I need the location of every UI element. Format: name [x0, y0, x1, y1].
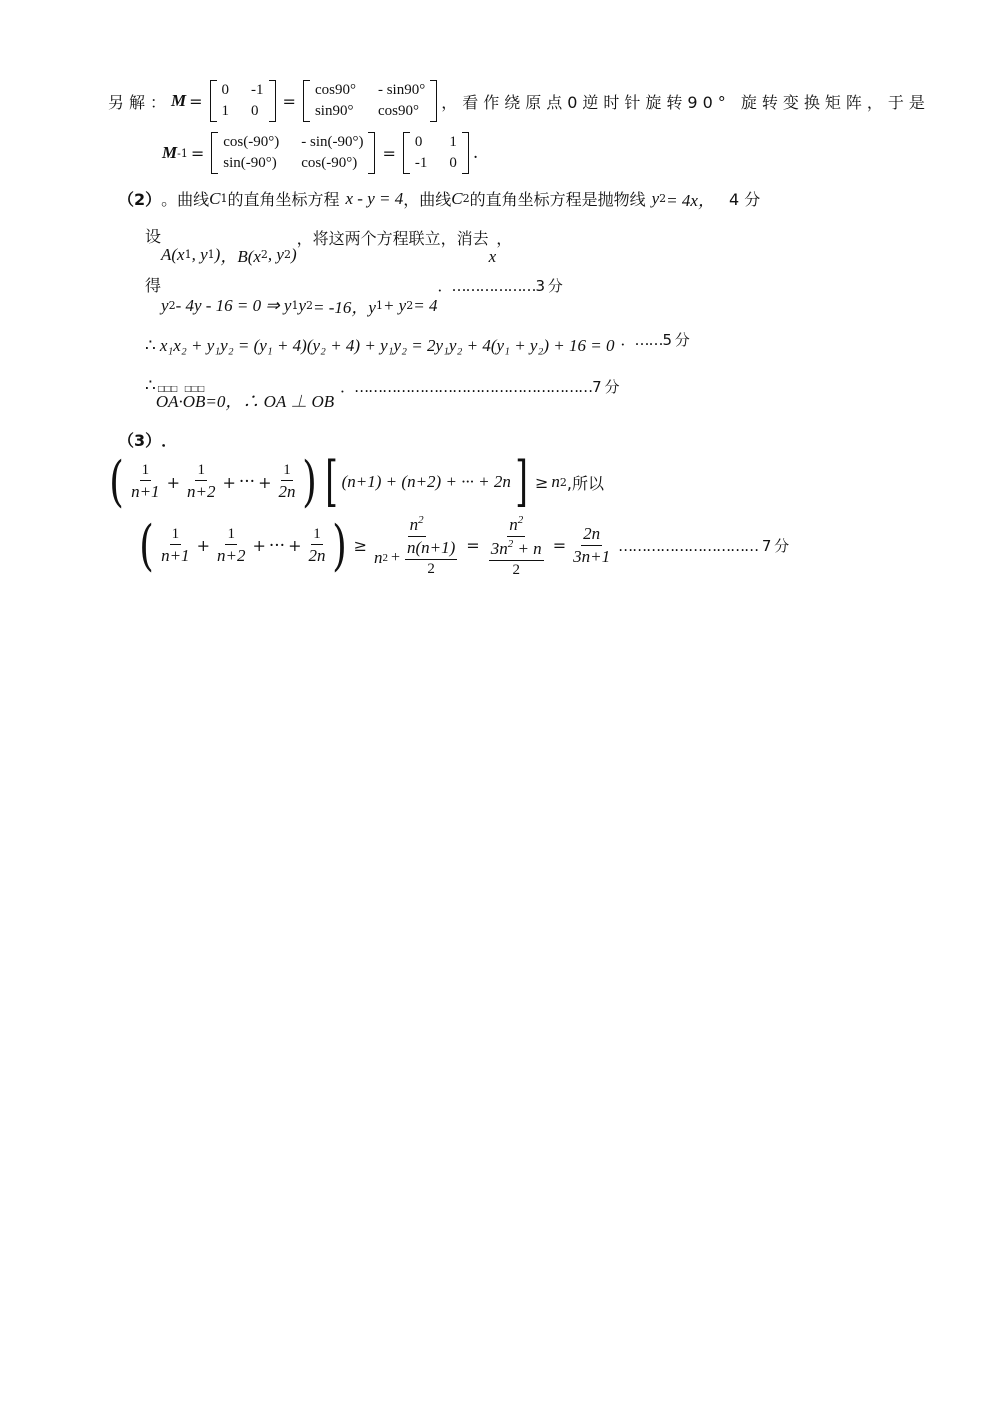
- alt-solution-line: [108, 80, 930, 122]
- result-fraction: $\frac{2n}{3n+1}$: [573, 524, 611, 566]
- equals-sign: =: [282, 91, 296, 111]
- inverse-rotation-matrix: [211, 132, 375, 174]
- point-a-y: , y: [191, 244, 208, 264]
- equals-sign: =: [382, 143, 396, 163]
- fraction-complex: $n^2$ n 2 + $\frac{n(n+1)}{2}$: [373, 514, 456, 577]
- matrix-cell: -1: [414, 155, 428, 171]
- matrix-m: [210, 80, 276, 122]
- subscript: 1: [220, 192, 228, 205]
- part-3-line: [118, 428, 177, 451]
- matrix-cell: 0: [251, 103, 259, 119]
- fraction: $\frac{1}{n+1}$: [131, 462, 160, 501]
- equation: + y: [382, 295, 407, 315]
- ge-sign: ≥: [353, 536, 367, 555]
- equals-sign: =: [552, 536, 567, 555]
- superscript: 2: [559, 475, 567, 489]
- score-label: 4 分: [728, 190, 761, 209]
- therefore-symbol: ∴: [145, 376, 156, 396]
- fraction: $\frac{1}{2n}$: [308, 525, 326, 565]
- matrix-cell: cos(-90°): [223, 134, 280, 150]
- ge-sign: ≥: [534, 472, 549, 492]
- fraction: $\frac{1}{n+1}$: [161, 525, 190, 565]
- point-b-y: , y: [267, 244, 284, 264]
- text: ，: [496, 229, 513, 248]
- alt-tail-text: ，看作绕原点0逆时针旋转90° 旋转变换矩阵，于是: [441, 92, 930, 112]
- text: ，曲线: [403, 190, 452, 209]
- score-dots: ．………………3 分: [437, 277, 562, 295]
- equation: = 4: [413, 295, 438, 315]
- matrix-cell: 1: [449, 134, 457, 150]
- matrix-m-symbol: M: [171, 91, 187, 110]
- curve-symbol: C: [451, 188, 463, 208]
- var-y: y: [651, 188, 660, 208]
- matrix-cell: 0: [221, 82, 230, 98]
- dot-operator: ·: [178, 392, 183, 411]
- var-x: x: [488, 246, 497, 266]
- inverse-exponent: -1: [177, 146, 188, 160]
- matrix-cell: cos90°: [377, 103, 419, 119]
- inequality-line-2: ( $\frac{1}{n+1}$ + $\frac{1}{n+2}$ + ··· + $\frac{1}{2n}$ ) ≥ $n^2$ n 2 + $\frac{n(n+1)}{2}$ = $\frac{n^2}{\frac{3n^2 + n}{2}}$ = $\frac{2n}{3n+1}$ ………………………… 7 分: [139, 513, 789, 578]
- period: ．: [161, 431, 178, 450]
- therefore-line-2: [145, 376, 618, 412]
- matrix-cell: sin90°: [314, 103, 354, 119]
- equation: - 4y - 16 = 0 ⇒ y: [175, 295, 292, 315]
- therefore-line-1: [145, 330, 689, 356]
- fraction-complex: $\frac{n^2}{\frac{3n^2 + n}{2}}$: [490, 514, 542, 578]
- inverse-matrix-line: [162, 132, 478, 174]
- matrix-cell: sin(-90°): [223, 155, 277, 171]
- fraction: $\frac{1}{2n}$: [278, 462, 296, 501]
- derive-line: 得 y 2 - 4y - 16 = 0 ⇒ y 1 y 2 = -16，y 1 + y 2 = 4 ．………………3 分: [145, 273, 562, 318]
- part-3-number: （3）: [118, 431, 162, 450]
- fraction: $\frac{1}{n+2}$: [216, 525, 246, 565]
- text: ，将这两个方程联立，消去: [296, 229, 489, 248]
- matrix-cell: 1: [221, 103, 230, 119]
- text: ,所以: [566, 473, 604, 493]
- point-b: ，B(x: [220, 247, 261, 266]
- period: .: [472, 143, 479, 163]
- point-a: A(x: [161, 244, 185, 264]
- var-n: n: [551, 472, 560, 491]
- perpendicular-conclusion: ，∴ OA ⊥ OB: [225, 392, 335, 411]
- dot-product-expression: x₁x₂ + y₁y₂ = (y₁ + 4)(y₂ + 4) + y₁y₂ = 2y₁y₂ + 4(y₁ + y₂) + 16 = 0: [159, 336, 615, 355]
- equation-c1: x - y = 4: [345, 188, 404, 208]
- equation: =0: [205, 392, 226, 411]
- sum-expression: (n+1) + (n+2) + ··· + 2n: [341, 472, 511, 491]
- matrix-cell: - sin(-90°): [301, 134, 364, 150]
- fraction: $\frac{1}{n+2}$: [186, 462, 216, 501]
- text: 。曲线: [161, 190, 210, 209]
- equals-sign: =: [190, 143, 205, 163]
- matrix-m-inverse-symbol: M: [162, 143, 178, 162]
- set-points-line: 设 A(x 1 , y 1 ) ，B(x 2 , y 2 ) ，将这两个方程联立，消去 x ，: [145, 224, 512, 267]
- inverse-result-matrix: [403, 132, 469, 174]
- score-dots: ．……………………………………………7 分: [340, 378, 619, 396]
- matrix-cell: cos90°: [314, 82, 356, 98]
- score-dots: ………………………… 7 分: [618, 537, 789, 555]
- superscript: 2: [659, 192, 667, 205]
- equation: = -16，y: [313, 298, 376, 317]
- therefore-symbol: ∴: [145, 336, 156, 356]
- inequality-line-1: ( $\frac{1}{n+1}$ + $\frac{1}{n+2}$ + ··· + $\frac{1}{2n}$ ) [ (n+1) + (n+2) + ··· + 2n ] ≥ n 2 ,所以: [109, 450, 604, 513]
- matrix-cell: -1: [251, 82, 264, 98]
- rotation-matrix: [303, 80, 437, 122]
- part-2-number: （2）: [118, 190, 162, 209]
- matrix-cell: 0: [449, 155, 457, 171]
- score-dots: ．……5 分: [620, 330, 689, 349]
- equals-sign: =: [189, 91, 203, 111]
- subscript: 2: [462, 192, 470, 205]
- text: 得: [145, 276, 162, 295]
- alt-label: 另解：: [108, 92, 172, 112]
- ellipsis: ···: [238, 472, 256, 492]
- part-2-line: [118, 186, 760, 211]
- text: 设: [145, 227, 162, 246]
- equation-c2: = 4x，: [666, 191, 715, 210]
- curve-symbol: C: [209, 188, 221, 208]
- vector-ob: □□□ OB: [182, 384, 206, 411]
- ellipsis: ···: [268, 535, 286, 556]
- matrix-cell: - sin90°: [377, 82, 426, 98]
- equals-sign: =: [466, 536, 480, 555]
- vector-oa: □□□ OA: [155, 384, 179, 411]
- text: 的直角坐标方程是抛物线: [469, 190, 646, 209]
- matrix-cell: 0: [414, 134, 423, 150]
- matrix-cell: cos(-90°): [301, 155, 358, 171]
- text: 的直角坐标方程: [227, 190, 340, 209]
